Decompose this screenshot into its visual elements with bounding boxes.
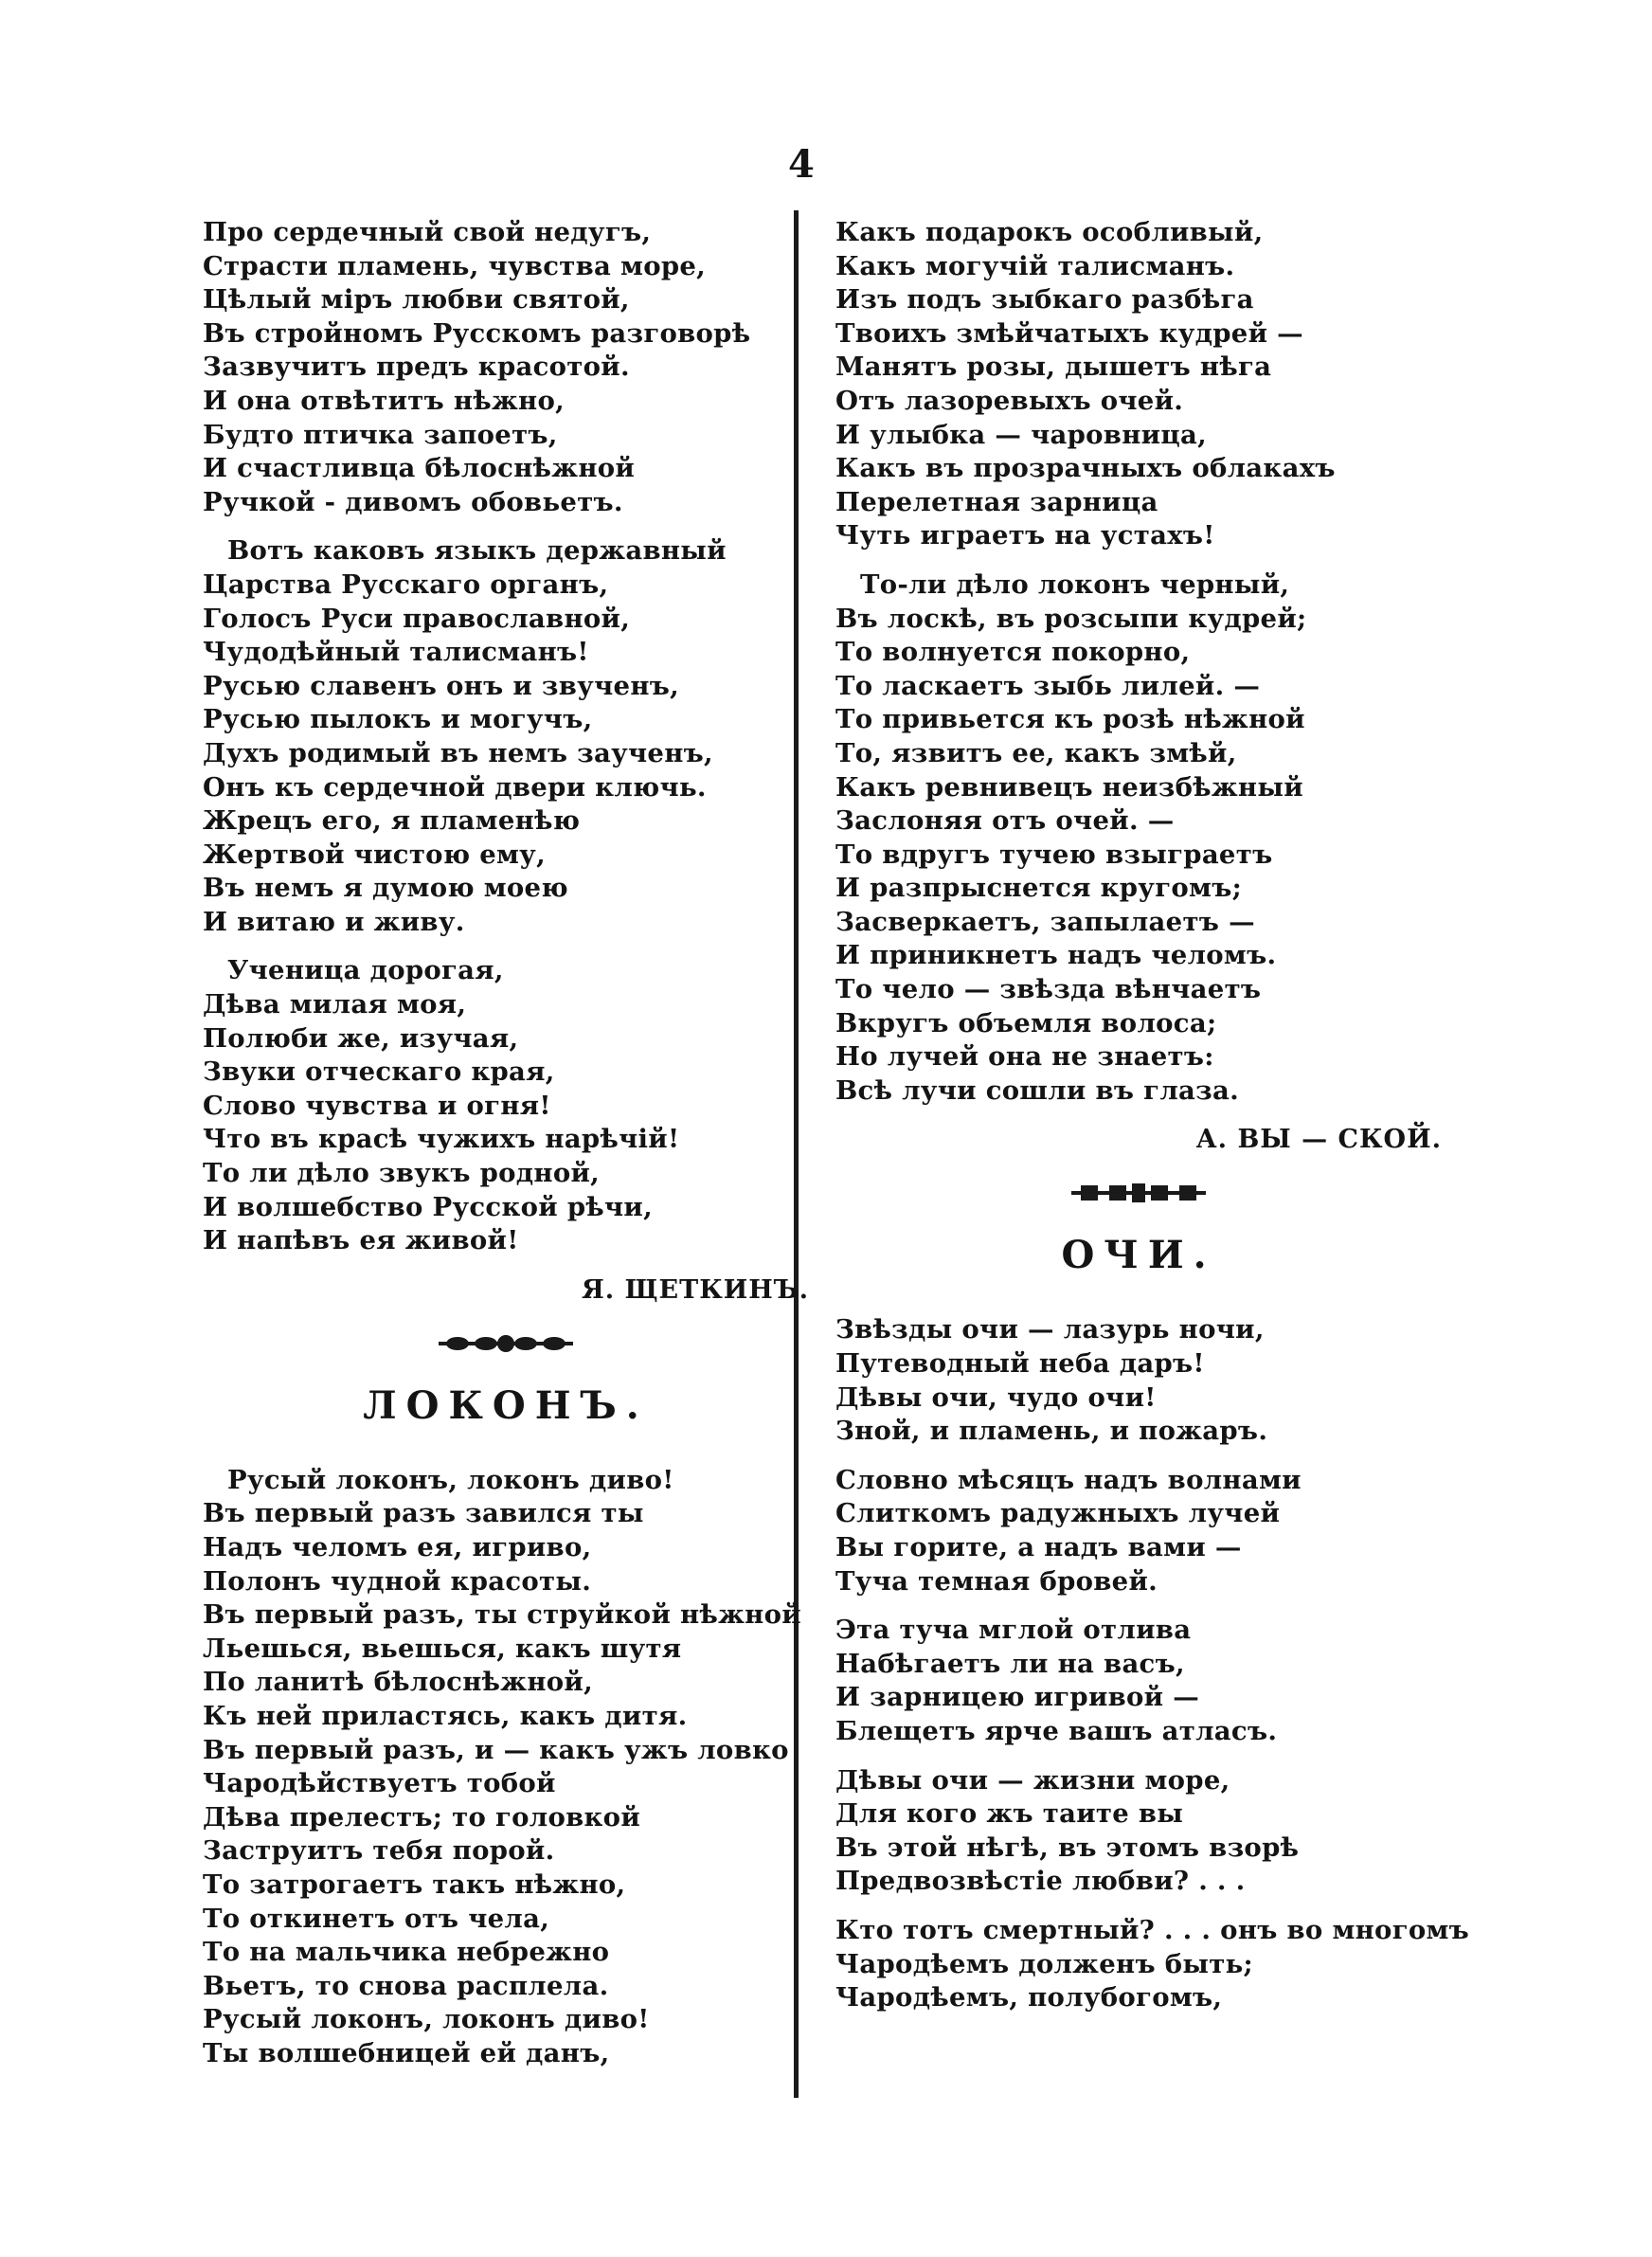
stanza [835, 1614, 1442, 1748]
poem-line: Чуть играетъ на устахъ! [835, 520, 1215, 551]
poem-line: Заструитъ тебя порой. [203, 1835, 555, 1867]
left-column [203, 216, 809, 2086]
stanza [835, 216, 1442, 553]
author-signature-right: А. ВЫ — СКОЙ. [1195, 1125, 1442, 1155]
poem-line: Чародѣемъ долженъ быть; [835, 1948, 1254, 1979]
poem-line: И волшебство Русской рѣчи, [203, 1191, 654, 1222]
poem-line: То ли дѣло звукъ родной, [203, 1158, 601, 1189]
poem-line: Чародѣемъ, полубогомъ, [835, 1982, 1223, 2013]
poem-line: Звуки отческаго края, [203, 1056, 555, 1088]
poem-line: Чудодѣйный талисманъ! [203, 637, 589, 668]
poem-title-ochi: ОЧИ. [1061, 1233, 1216, 1278]
poem-line: Предвозвѣстіе любви? . . . [835, 1866, 1246, 1897]
poem-line: Про сердечный свой недугъ, [203, 217, 652, 247]
poem-line: То волнуется покорно, [835, 637, 1191, 668]
poem-line: То откинетъ отъ чела, [203, 1903, 550, 1934]
poem-title-lokon: ЛОКОНЪ. [363, 1382, 649, 1428]
poem-line: То на мальчика небрежно [203, 1937, 610, 1968]
stanza [203, 954, 809, 1257]
poem-line: То привьется къ розѣ нѣжной [835, 704, 1305, 735]
poem-line: Перелетная зарница [835, 486, 1158, 517]
poem-line: И счастливца бѣлоснѣжной [203, 453, 636, 484]
poem-line: Ученица дорогая, [227, 955, 504, 986]
poem-line: Вотъ каковъ языкъ державный [227, 535, 727, 567]
poem-line: Ты волшебницей ей данъ, [203, 2037, 610, 2068]
poem-line: То-ли дѣло локонъ черный, [860, 569, 1290, 600]
poem-line: Жертвой чистою ему, [203, 839, 546, 870]
stanza [203, 1464, 809, 2071]
poem-line: Чародѣйствуетъ тобой [203, 1768, 556, 1799]
poem-line: Набѣгаетъ ли на васъ, [835, 1648, 1185, 1679]
stanza [203, 534, 809, 939]
poem-line: То чело — звѣзда вѣнчаетъ [835, 974, 1262, 1005]
poem-line: Вьетъ, то снова расплела. [203, 1970, 609, 2001]
poem-line: И улыбка — чаровница, [835, 419, 1207, 450]
poem-line: Всѣ лучи сошли въ глаза. [835, 1074, 1239, 1106]
poem-line: И она отвѣтитъ нѣжно, [203, 385, 565, 416]
poem-line: Цѣлый міръ любви святой, [203, 284, 630, 316]
author-signature-left: Я. ЩЕТКИНЪ. [582, 1274, 809, 1305]
poem-line: Въ первый разъ, и — какъ ужъ ловко [203, 1734, 789, 1765]
poem-line: Вы горите, а надъ вами — [835, 1532, 1242, 1562]
stanza [835, 569, 1442, 1109]
stanza [835, 1313, 1442, 1448]
poem-line: Какъ подарокъ особливый, [835, 217, 1264, 247]
poem-line: То вдругъ тучею взыграетъ [835, 839, 1273, 870]
poem-line: Эта туча мглой отлива [835, 1615, 1192, 1646]
ornament-divider-right [835, 1182, 1442, 1204]
poem-line: Жрецъ его, я пламенѣю [203, 805, 581, 837]
poem-line: Звѣзды очи — лазурь ночи, [835, 1314, 1265, 1345]
stanza [835, 1764, 1442, 1899]
poem-line: Русый локонъ, локонъ диво! [227, 1464, 674, 1495]
ornament-divider-left [203, 1332, 809, 1355]
poem-line: Блещетъ ярче вашъ атласъ. [835, 1715, 1278, 1746]
poem-line: То затрогаетъ такъ нѣжно, [203, 1869, 626, 1900]
poem-line: Въ первый разъ, ты струйкой нѣжной [203, 1599, 801, 1631]
poem-line: Туча темная бровей. [835, 1565, 1158, 1597]
poem-line: По ланитѣ бѣлоснѣжной, [203, 1667, 593, 1698]
poem-line: Что въ красѣ чужихъ нарѣчій! [203, 1124, 680, 1155]
poem-line: Какъ ревнивецъ неизбѣжный [835, 771, 1303, 803]
poem-line: Путеводный неба даръ! [835, 1348, 1205, 1380]
poem-line: Ручкой - дивомъ обовьетъ. [203, 486, 623, 517]
poem-line: Царства Русскаго органъ, [203, 569, 609, 600]
poem-line: И приникнетъ надъ челомъ. [835, 940, 1277, 971]
page-number: 4 [788, 142, 815, 187]
poem-line: Въ лоскѣ, въ розсыпи кудрей; [835, 603, 1307, 634]
poem-line: Русью славенъ онъ и звученъ, [203, 670, 680, 701]
poem-line: И напѣвъ ея живой! [203, 1225, 519, 1256]
poem-line: Въ первый разъ завился ты [203, 1498, 644, 1529]
poem-line: Слово чувства и огня! [203, 1090, 551, 1121]
stanza [835, 1464, 1442, 1598]
ornament-icon [435, 1332, 577, 1355]
poem-line: Твоихъ змѣйчатыхъ кудрей — [835, 317, 1303, 349]
poem-line: Какъ въ прозрачныхъ облакахъ [835, 453, 1336, 484]
ornament-icon [1068, 1182, 1210, 1204]
poem-line: Духъ родимый въ немъ заученъ, [203, 737, 713, 768]
poem-line: Манятъ розы, дышетъ нѣга [835, 352, 1272, 383]
right-poem-part2 [835, 1313, 1470, 2014]
poem-line: Словно мѣсяцъ надъ волнами [835, 1464, 1302, 1495]
stanza [203, 216, 809, 519]
left-poem-part2 [203, 1464, 809, 2071]
poem-line: Страсти пламень, чувства море, [203, 250, 707, 281]
poem-line: Къ ней приластясь, какъ дитя. [203, 1700, 688, 1731]
poem-line: Дѣвы очи, чудо очи! [835, 1381, 1157, 1413]
poem-line: Засверкаетъ, запылаетъ — [835, 906, 1255, 937]
poem-line: То, язвитъ ее, какъ змѣй, [835, 737, 1237, 768]
poem-line: Но лучей она не знаетъ: [835, 1041, 1214, 1073]
poem-line: То ласкаетъ зыбь лилей. — [835, 670, 1261, 701]
poem-line: И зарницею игривой — [835, 1682, 1200, 1713]
poem-line: Для кого жъ таите вы [835, 1798, 1184, 1830]
poem-line: Полонъ чудной красоты. [203, 1565, 592, 1597]
poem-line: И витаю и живу. [203, 906, 465, 937]
poem-line: И разпрыснется кругомъ; [835, 873, 1243, 904]
poem-line: Изъ подъ зыбкаго разбѣга [835, 284, 1254, 316]
poem-line: Въ этой нѣгѣ, въ этомъ взорѣ [835, 1832, 1300, 1863]
poem-line: Какъ могучій талисманъ. [835, 250, 1235, 281]
poem-line: Дѣва милая моя, [203, 989, 467, 1020]
poem-line: Заслоняя отъ очей. — [835, 805, 1175, 837]
right-poem-part1 [835, 216, 1442, 1108]
poem-line: Слиткомъ радужныхъ лучей [835, 1498, 1281, 1529]
poem-line: Зной, и пламень, и пожаръ. [835, 1416, 1268, 1447]
poem-line: Въ стройномъ Русскомъ разговорѣ [203, 317, 751, 349]
left-poem-part1 [203, 216, 809, 1258]
poem-line: Русью пылокъ и могучъ, [203, 704, 593, 735]
poem-line: Отъ лазоревыхъ очей. [835, 385, 1184, 416]
poem-line: Полюби же, изучая, [203, 1022, 519, 1054]
poem-line: Русый локонъ, локонъ диво! [203, 2004, 650, 2035]
poem-line: Надъ челомъ ея, игриво, [203, 1532, 592, 1562]
right-column [835, 216, 1470, 2031]
poem-line: Онъ къ сердечной двери ключь. [203, 771, 707, 803]
poem-line: Кто тотъ смертный? . . . онъ во многомъ [835, 1914, 1470, 1945]
poem-line: Вкругъ объемля волоса; [835, 1007, 1217, 1038]
poem-line: Голосъ Руси православной, [203, 603, 631, 634]
stanza [835, 1914, 1470, 2015]
poem-line: Будто птичка запоетъ, [203, 419, 558, 450]
poem-line: Въ немъ я думою моею [203, 873, 568, 904]
poem-line: Зазвучитъ предъ красотой. [203, 352, 630, 383]
poem-line: Льешься, вьешься, какъ шутя [203, 1633, 682, 1664]
poem-line: Дѣва прелестъ; то головкой [203, 1801, 641, 1833]
poem-line: Дѣвы очи — жизни море, [835, 1764, 1230, 1796]
